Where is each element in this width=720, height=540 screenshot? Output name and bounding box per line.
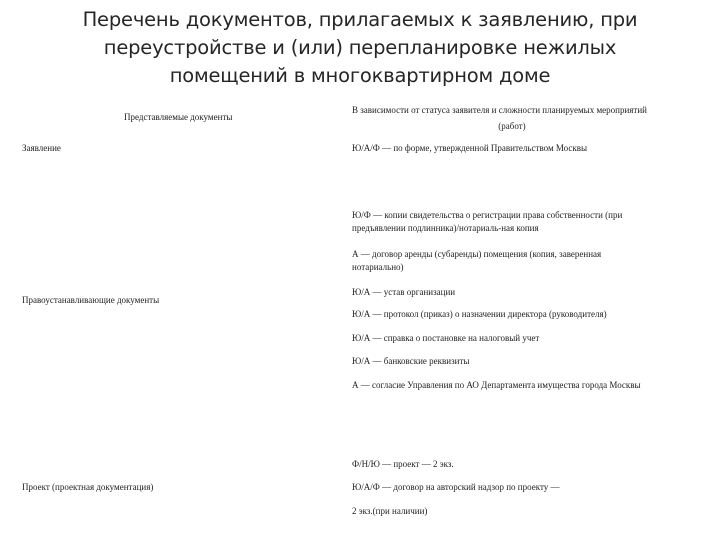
table-header-right-line-2: (работ) bbox=[498, 121, 526, 131]
row-label-project: Проект (проектная документация) bbox=[22, 482, 154, 492]
list-item: А — договор аренды (субаренды) помещения (копия, заверенная bbox=[352, 249, 602, 259]
list-item: Ю/А — протокол (приказ) о назначении директора (руководителя) bbox=[352, 309, 607, 319]
title-line-3: помещений в многоквартирном доме bbox=[169, 64, 551, 87]
list-item: нотариально) bbox=[352, 262, 404, 272]
page-title bbox=[30, 6, 690, 90]
list-item: Ю/А — устав организации bbox=[352, 287, 456, 297]
title-line-1: Перечень документов, прилагаемых к заявлению, при bbox=[82, 8, 638, 31]
row-label-title-documents: Правоустанавливающие документы bbox=[22, 295, 160, 305]
list-item: Ю/А/Ф — по форме, утвержденной Правительством Москвы bbox=[352, 143, 588, 153]
title-line-2: переустройстве и (или) перепланировке нежилых bbox=[103, 36, 617, 59]
list-item: предъявлении подлинника)/нотариаль-ная копия bbox=[352, 223, 539, 233]
list-item: Ю/А — банковские реквизиты bbox=[352, 356, 470, 366]
row-label-application: Заявление bbox=[22, 143, 61, 153]
list-item: Ю/Ф — копии свидетельства о регистрации права собственности (при bbox=[352, 210, 623, 220]
table-header-right bbox=[352, 102, 692, 134]
table-header-left: Представляемые документы bbox=[124, 112, 233, 122]
list-item: Ф/Н/Ю — проект — 2 экз. bbox=[352, 459, 454, 469]
list-item: А — согласие Управления по АО Департамента имущества города Москвы bbox=[352, 380, 641, 390]
list-item: Ю/А/Ф — договор на авторский надзор по проекту — bbox=[352, 482, 560, 492]
list-item: 2 экз.(при наличии) bbox=[352, 506, 428, 516]
list-item: Ю/А — справка о постановке на налоговый учет bbox=[352, 333, 540, 343]
table-header-right-line-1: В зависимости от статуса заявителя и сложности планируемых мероприятий bbox=[352, 105, 647, 115]
